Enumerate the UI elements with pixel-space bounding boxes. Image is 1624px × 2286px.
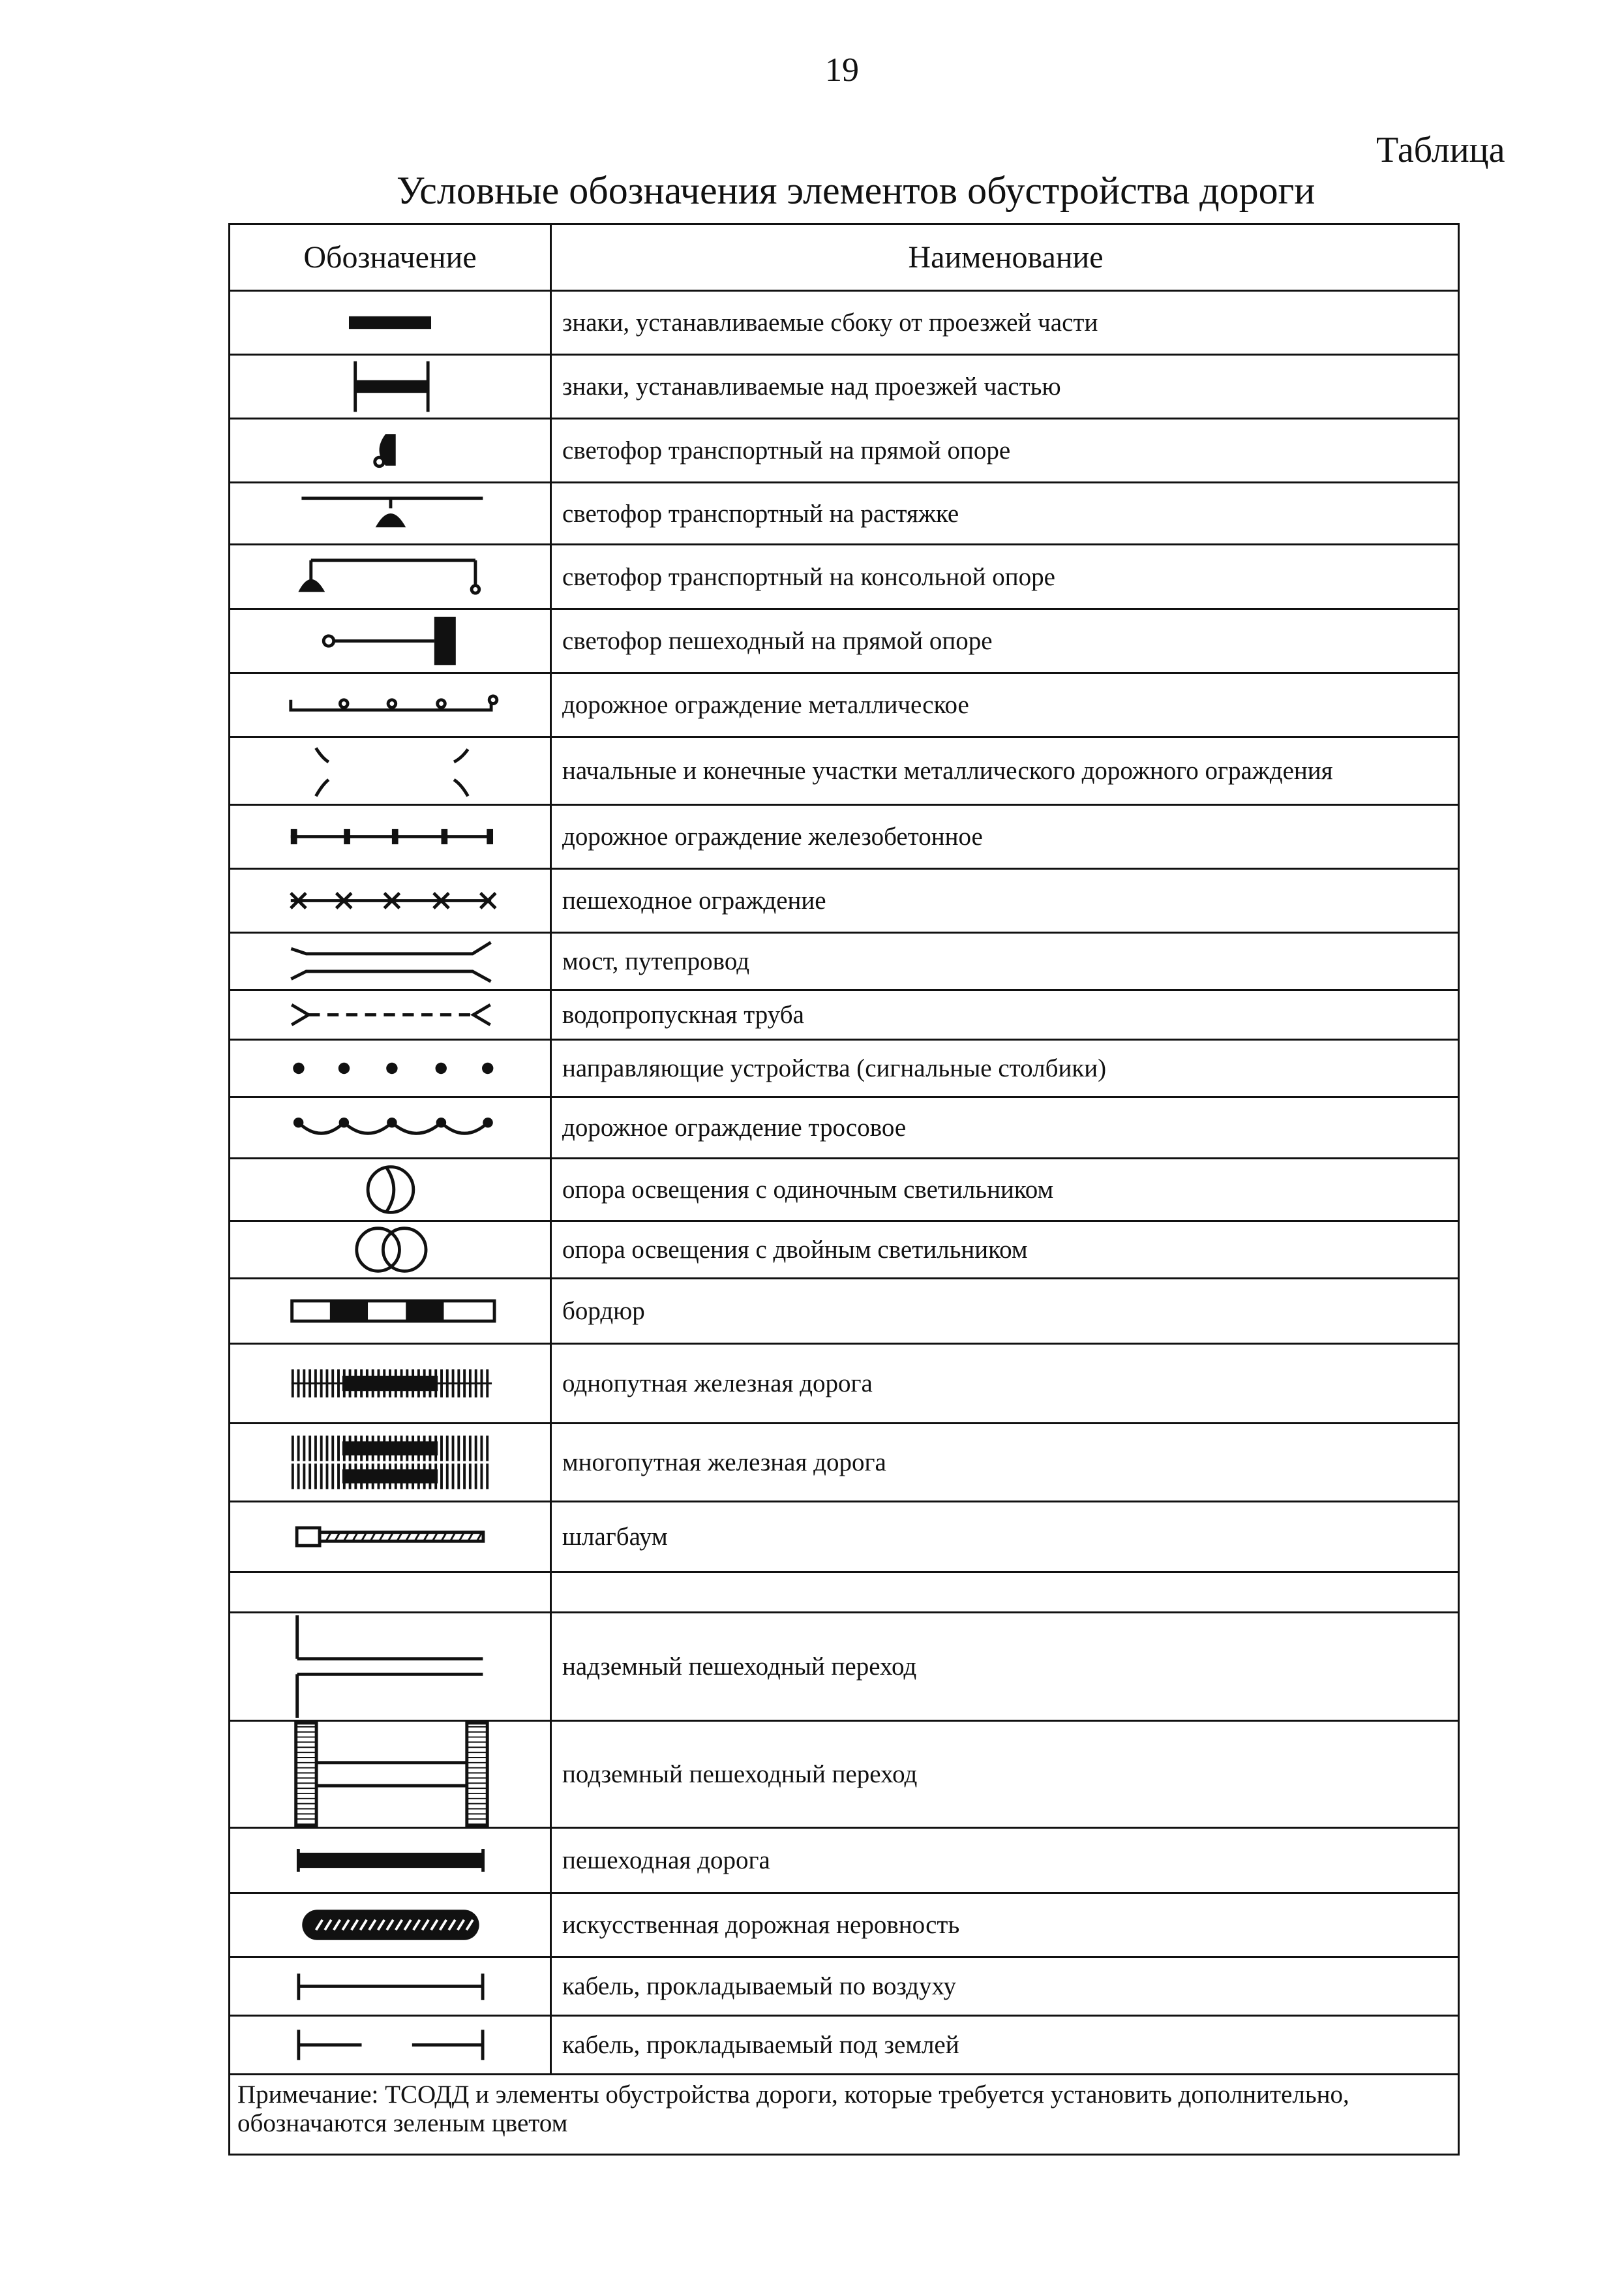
- row-name: пешеходное ограждение: [562, 887, 826, 915]
- symbol-cell: [230, 1279, 550, 1343]
- table-row: [228, 1501, 1460, 1571]
- overpass-crossing-symbol: [230, 1613, 550, 1720]
- guide-posts-symbol: [230, 1041, 550, 1096]
- table-row: [228, 736, 1460, 804]
- row-name: опора освещения с одиночным светильником: [562, 1176, 1054, 1204]
- symbol-cell: [230, 356, 550, 418]
- table-row: [228, 1422, 1460, 1501]
- page-number: 19: [825, 52, 859, 89]
- symbol-cell: [230, 1894, 550, 1956]
- symbol-cell: [230, 934, 550, 989]
- table-row: [228, 608, 1460, 672]
- symbol-cell: [230, 1958, 550, 2015]
- row-name: бордюр: [562, 1297, 645, 1325]
- table-row: [228, 1720, 1460, 1827]
- row-name: направляющие устройства (сигнальные столбики): [562, 1054, 1107, 1082]
- note-line-1: Примечание: ТСОДД и элементы обустройства дороги, которые требуется установить дополнительно,: [237, 2080, 1349, 2109]
- symbol-cell: [230, 1573, 550, 1611]
- symbol-cell: [230, 545, 550, 608]
- footpath-symbol: [230, 1829, 550, 1892]
- symbol-cell: [230, 292, 550, 354]
- table-row: [228, 481, 1460, 543]
- traffic-light-post-symbol: [230, 419, 550, 481]
- symbol-cell: [230, 674, 550, 736]
- row-name: искусственная дорожная неровность: [562, 1911, 960, 1939]
- table-left-border: [228, 223, 230, 2156]
- speed-bump-symbol: [230, 1894, 550, 1956]
- symbol-cell: [230, 870, 550, 932]
- table-row: [228, 543, 1460, 608]
- table-row: [228, 804, 1460, 868]
- row-name: [562, 1573, 1453, 1611]
- symbol-cell: [230, 2017, 550, 2073]
- row-name: начальные и конечные участки металлического дорожного ограждения: [562, 757, 1333, 785]
- note-line-2: обозначаются зеленым цветом: [237, 2109, 568, 2137]
- table-row: [228, 672, 1460, 736]
- row-name: мост, путепровод: [562, 947, 750, 975]
- table-row: [228, 932, 1460, 989]
- underpass-crossing-symbol: [230, 1722, 550, 1827]
- row-name: однопутная железная дорога: [562, 1369, 873, 1397]
- legend-table: [228, 223, 1460, 2156]
- table-right-border: [1458, 223, 1460, 2156]
- table-note: [237, 2080, 1349, 2138]
- curb-symbol: [230, 1279, 550, 1343]
- row-name: подземный пешеходный переход: [562, 1760, 918, 1788]
- row-name: знаки, устанавливаемые над проезжей частью: [562, 373, 1061, 401]
- symbol-cell: [230, 1722, 550, 1827]
- row-name: надземный пешеходный переход: [562, 1653, 917, 1681]
- table-row: [228, 1571, 1460, 1611]
- single-track-rail-symbol: [230, 1345, 550, 1422]
- single-lamp-symbol: [230, 1159, 550, 1220]
- row-name: водопропускная труба: [562, 1001, 804, 1029]
- pedestrian-light-symbol: [230, 610, 550, 672]
- table-row: [228, 1956, 1460, 2015]
- symbol-cell: [230, 1041, 550, 1096]
- table-row: [228, 989, 1460, 1039]
- table-row: [228, 2015, 1460, 2073]
- row-name: кабель, прокладываемый по воздуху: [562, 1972, 957, 2000]
- traffic-light-cable-symbol: [230, 483, 550, 543]
- bridge-symbol: [230, 934, 550, 989]
- symbol-cell: [230, 1098, 550, 1157]
- row-name: светофор транспортный на растяжке: [562, 499, 959, 528]
- row-name: многопутная железная дорога: [562, 1448, 886, 1476]
- row-name: дорожное ограждение железобетонное: [562, 823, 983, 851]
- concrete-barrier-symbol: [230, 806, 550, 868]
- table-row: [228, 354, 1460, 418]
- metal-barrier-symbol: [230, 674, 550, 736]
- table-header-row: [228, 223, 1460, 290]
- table-column-divider: [550, 223, 552, 2073]
- table-row: [228, 1096, 1460, 1157]
- row-name: светофор пешеходный на прямой опоре: [562, 627, 993, 655]
- symbol-cell: [230, 1502, 550, 1571]
- table-row: [228, 418, 1460, 481]
- symbol-cell: [230, 1222, 550, 1277]
- header-symbol: Обозначение: [303, 240, 477, 275]
- symbol-cell: [230, 483, 550, 543]
- table-row: [228, 1157, 1460, 1220]
- side-sign-symbol: [230, 292, 550, 354]
- table-note-row: [228, 2073, 1460, 2156]
- aerial-cable-symbol: [230, 1958, 550, 2015]
- symbol-cell: [230, 806, 550, 868]
- culvert-symbol: [230, 991, 550, 1039]
- table-title: Условные обозначения элементов обустройства дороги: [397, 169, 1316, 212]
- pedestrian-fence-symbol: [230, 870, 550, 932]
- symbol-cell: [230, 1424, 550, 1501]
- barrier-gate-symbol: [230, 1502, 550, 1571]
- table-row: [228, 1277, 1460, 1343]
- symbol-cell: [230, 1829, 550, 1892]
- row-name: пешеходная дорога: [562, 1846, 770, 1874]
- symbol-cell: [230, 738, 550, 804]
- symbol-cell: [230, 1345, 550, 1422]
- table-row: [228, 1892, 1460, 1956]
- table-row: [228, 1220, 1460, 1277]
- symbol-cell: [230, 419, 550, 481]
- table-row: [228, 1343, 1460, 1422]
- symbol-cell: [230, 1159, 550, 1220]
- symbol-cell: [230, 610, 550, 672]
- table-row: [228, 1039, 1460, 1096]
- traffic-light-cantilever-symbol: [230, 545, 550, 608]
- row-name: дорожное ограждение тросовое: [562, 1114, 907, 1142]
- row-name: опора освещения с двойным светильником: [562, 1236, 1028, 1264]
- symbol-cell: [230, 1613, 550, 1720]
- row-name: дорожное ограждение металлическое: [562, 691, 969, 719]
- multi-track-rail-symbol: [230, 1424, 550, 1501]
- table-row: [228, 868, 1460, 932]
- row-name: светофор транспортный на консольной опоре: [562, 562, 1055, 591]
- table-row: [228, 290, 1460, 354]
- table-label: Таблица: [1376, 130, 1505, 170]
- header-name: Наименование: [908, 240, 1104, 275]
- double-lamp-symbol: [230, 1222, 550, 1277]
- table-row: [228, 1611, 1460, 1720]
- row-name: кабель, прокладываемый под землей: [562, 2031, 959, 2059]
- symbol-cell: [230, 991, 550, 1039]
- row-name: светофор транспортный на прямой опоре: [562, 436, 1011, 465]
- underground-cable-symbol: [230, 2017, 550, 2073]
- barrier-ends-symbol: [230, 738, 550, 804]
- row-name: знаки, устанавливаемые сбоку от проезжей части: [562, 309, 1098, 337]
- table-row: [228, 1827, 1460, 1892]
- overhead-sign-symbol: [230, 356, 550, 418]
- cable-barrier-symbol: [230, 1098, 550, 1157]
- row-name: шлагбаум: [562, 1523, 668, 1551]
